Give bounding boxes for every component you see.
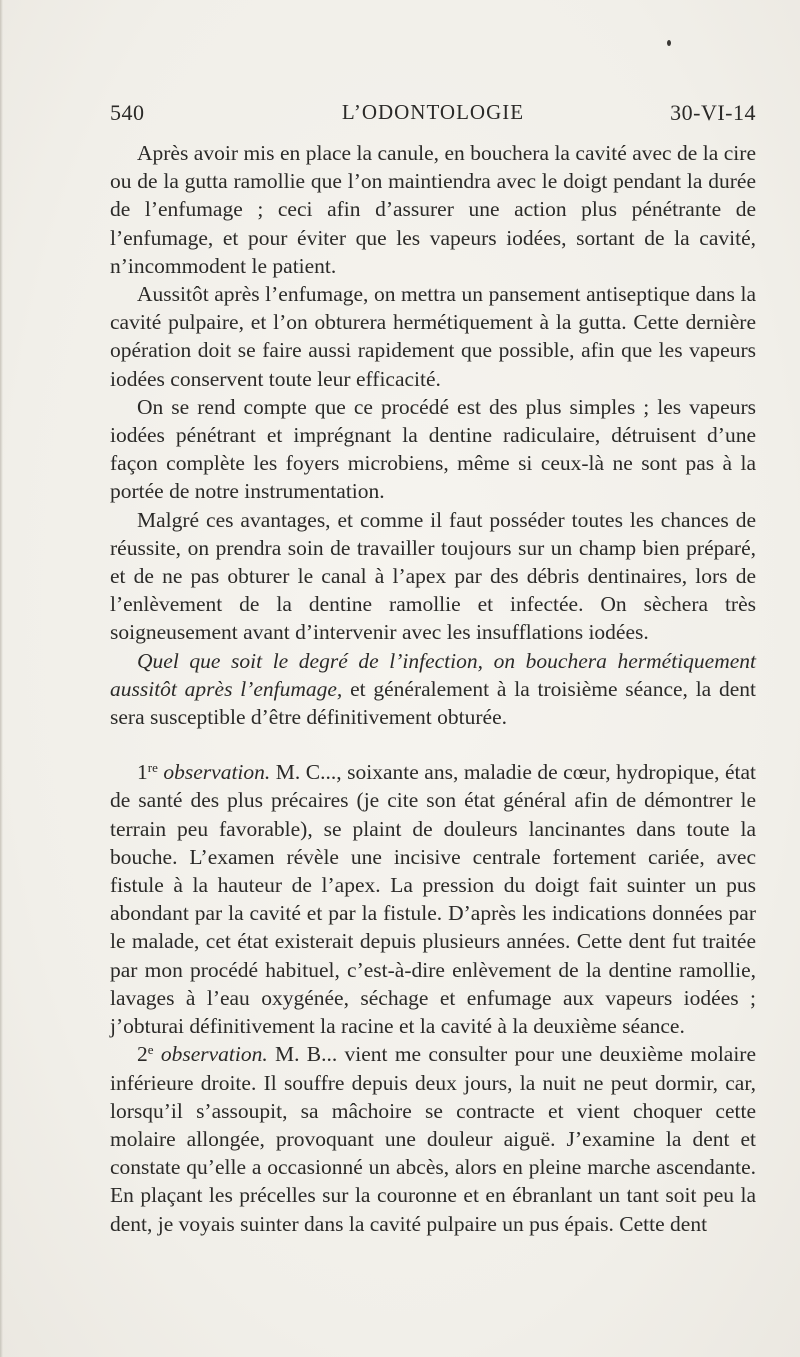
observation-number: 2 [137,1042,148,1067]
body-text [110,139,756,1238]
observation-label: observation. [163,760,271,785]
issue-date: 30-VI-14 [670,100,756,125]
ordinal-suffix: e [147,1042,154,1058]
paragraph: Aussitôt après l’enfumage, on mettra un pansement antiseptique dans la cavité pulpaire, et l’on obturera hermétiquement à la gutta. Cette dernière opération doit se faire aussi rapidement que possible, afin que les vapeurs iodées conservent toute leur efficacité. [110,282,756,391]
observation-2 [110,1040,756,1237]
running-header [110,100,756,132]
observation-label: observation. [160,1042,268,1067]
paragraph: Malgré ces avantages, et comme il faut posséder toutes les chances de réussite, on prendra soin de travailler toujours sur un champ bien préparé, et de ne pas obturer le canal à l’apex par des débris dentinaires, lors de l’enlèvement de la dentine ramollie et infectée. On sèchera très soigneusement avant d’intervenir avec les insufflations iodées. [110,507,756,645]
observation-1 [110,758,756,1040]
paragraph-rest: et généralement à la troisième séance, la dent sera susceptible d’être définitivement obturée. [110,676,756,730]
paragraph: Après avoir mis en place la canule, en bouchera la cavité avec de la cire ou de la gutta ramollie que l’on maintiendra avec le doigt pendant la durée de l’enfumage ; ceci afin d’assurer une action plus pénétrante de l’enfumage, et pour éviter que les vapeurs iodées, sortant de la cavité, n’incommodent le patient. [110,141,756,278]
ink-speck [667,40,671,46]
running-title: L’ODONTOLOGIE [341,100,525,124]
page-number: 540 [110,100,145,125]
observation-text: M. B... vient me consulter pour une deuxième molaire inférieure droite. Il souffre depuis deux jours, la nuit ne peut dormir, car, lorsqu’il s’assoupit, sa mâchoire se contracte et vient choquer cette molaire allongée, provoquant une douleur aiguë. J’examine la dent et constate qu’elle a occasionné un abcès, alors en pleine marche ascendante. En plaçant les précelles sur la couronne et en ébranlant un tant soit peu la dent, je voyais suinter dans la cavité pulpaire un pus épais. Cette dent [110,1042,757,1236]
italic-emphasis: Quel que soit le degré de l’infection, on bouchera hermétiquement aussitôt après l’enfumage, [110,648,756,701]
observation-text: M. C..., soixante ans, maladie de cœur, hydropique, état de santé des plus précaires (je cite son état général afin de démontrer le terrain peu favorable), se plaint de douleurs lancinantes dans toute la bouche. L’examen révèle une incisive centrale fortement cariée, avec fistule à la hauteur de l’apex. La pression du doigt fait suinter un pus abondant par la cavité et par la fistule. D’après les indications données par le malade, cet état existerait depuis plusieurs années. Cette dent fut traitée par mon procédé habituel, c’est-à-dire enlèvement de la dentine ramollie, lavages à l’eau oxygénée, séchage et enfumage aux vapeurs iodées ; j’obturai définitivement la racine et la cavité à la deuxième séance. [110,760,757,1039]
ordinal-suffix: re [147,760,158,776]
paragraph [110,647,756,732]
observation-number: 1 [137,760,148,785]
page-edge-shadow [0,0,3,1357]
paragraph: On se rend compte que ce procédé est des plus simples ; les vapeurs iodées pénétrant et imprégnant la dentine radiculaire, détruisent d’une façon complète les foyers microbiens, même si ceux-là ne sont pas à la portée de notre instrumentation. [110,394,756,504]
